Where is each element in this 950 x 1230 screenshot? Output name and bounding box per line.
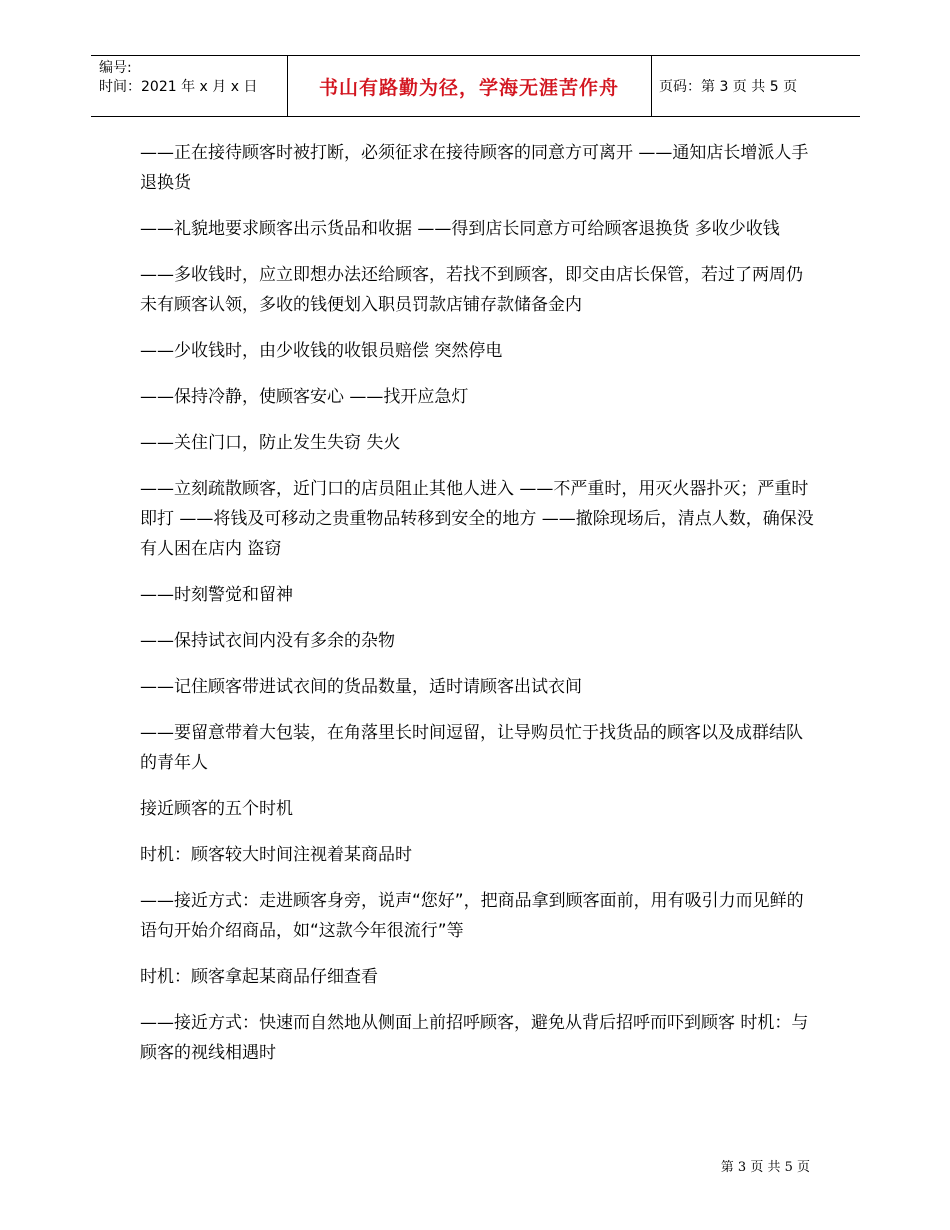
document-number-label: 编号: bbox=[99, 60, 132, 76]
body-paragraph: 时机：顾客拿起某商品仔细查看 bbox=[140, 967, 378, 987]
body-paragraph: ——礼貌地要求顾客出示货品和收据 ——得到店长同意方可给顾客退换货 多收少收钱 bbox=[140, 219, 780, 239]
body-paragraph: ——接近方式：快速而自然地从侧面上前招呼顾客，避免从背后招呼而吓到顾客 时机：与顾客的视线相遇时 bbox=[140, 1013, 809, 1063]
body-paragraph: ——时刻警觉和留神 bbox=[140, 585, 293, 605]
body-paragraph: ——保持冷静，使顾客安心 ——找开应急灯 bbox=[140, 387, 469, 407]
body-paragraph: ——立刻疏散顾客，近门口的店员阻止其他人进入 ——不严重时，用灭火器扑灭；严重时即打 ——将钱及可移动之贵重物品转移到安全的地方 ——撤除现场后，清点人数，确保没有人困在店内 盗窃 bbox=[140, 479, 814, 559]
body-paragraph: ——保持试衣间内没有多余的杂物 bbox=[140, 631, 395, 651]
body-paragraph: ——多收钱时，应立即想办法还给顾客，若找不到顾客，即交由店长保管，若过了两周仍未有顾客认领，多收的钱便划入职员罚款店铺存款储备金内 bbox=[140, 265, 803, 315]
document-body bbox=[140, 138, 815, 1084]
body-paragraph: ——要留意带着大包装，在角落里长时间逗留，让导购员忙于找货品的顾客以及成群结队的青年人 bbox=[140, 723, 803, 773]
header-motto: 书山有路勤为径，学海无涯苦作舟 bbox=[318, 76, 619, 99]
header-divider-right bbox=[651, 56, 652, 116]
header-page-number: 页码：第 3 页 共 5 页 bbox=[659, 79, 798, 95]
body-paragraph: ——少收钱时，由少收钱的收银员赔偿 突然停电 bbox=[140, 341, 503, 361]
body-paragraph: 时机：顾客较大时间注视着某商品时 bbox=[140, 845, 412, 865]
header-meta bbox=[99, 59, 257, 97]
page-header bbox=[91, 55, 860, 117]
body-paragraph: ——记住顾客带进试衣间的货品数量，适时请顾客出试衣间 bbox=[140, 677, 582, 697]
body-paragraph: ——正在接待顾客时被打断，必须征求在接待顾客的同意方可离开 ——通知店长增派人手 退换货 bbox=[140, 143, 809, 193]
page-footer-number: 第 3 页 共 5 页 bbox=[720, 1160, 810, 1175]
document-time-label: 时间：2021 年 x 月 x 日 bbox=[99, 79, 258, 95]
section-heading: 接近顾客的五个时机 bbox=[140, 799, 293, 819]
body-paragraph: ——关住门口，防止发生失窃 失火 bbox=[140, 433, 401, 453]
body-paragraph: ——接近方式：走进顾客身旁，说声“您好”，把商品拿到顾客面前，用有吸引力而见鲜的语句开始介绍商品，如“这款今年很流行”等 bbox=[140, 891, 804, 941]
